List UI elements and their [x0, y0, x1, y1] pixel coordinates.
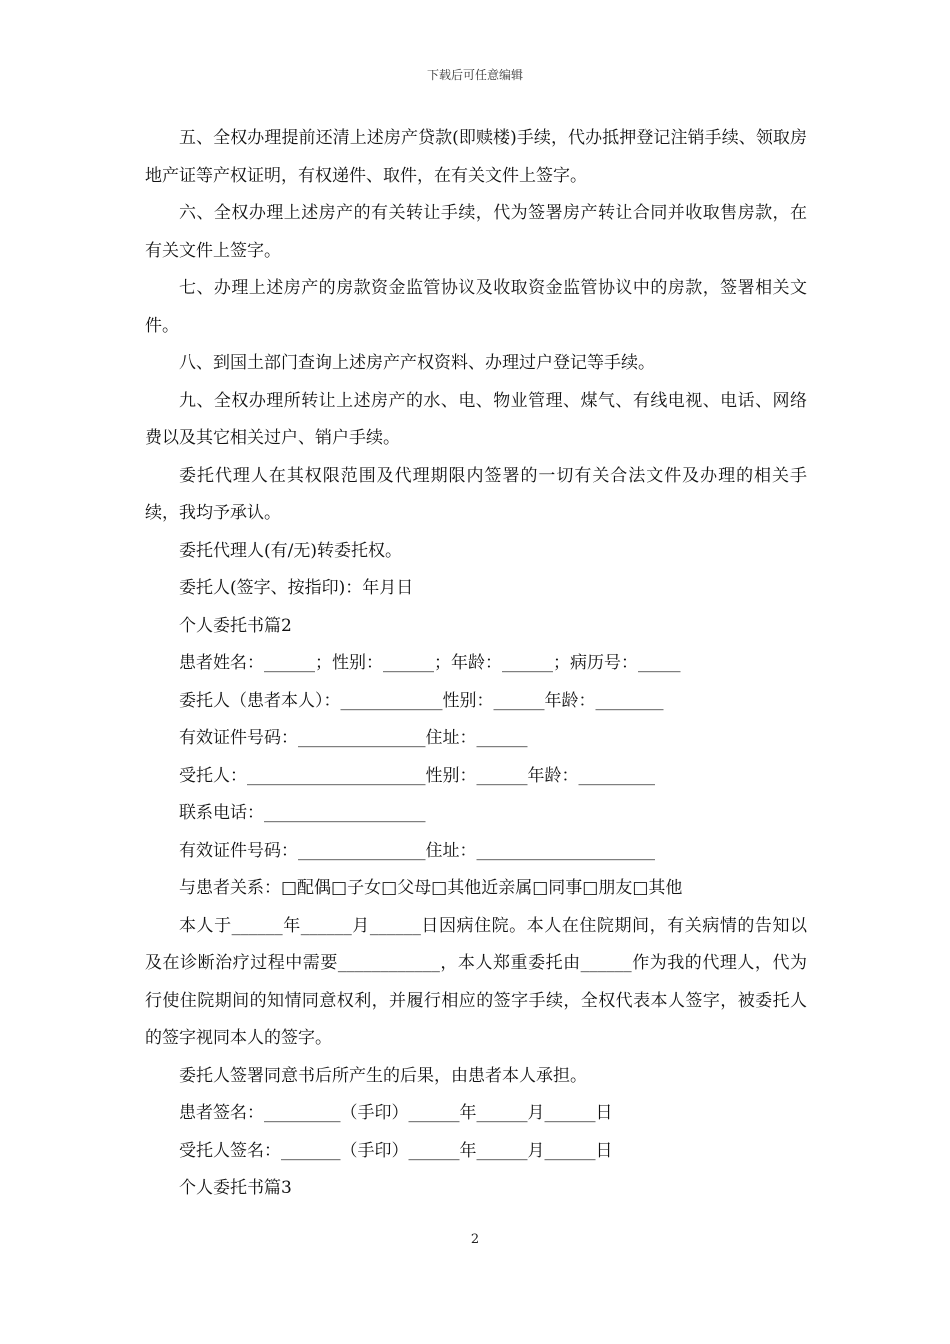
agent-id-address-line: 有效证件号码：_______________住址：_____________________: [179, 840, 655, 861]
principal-info-line: 委托人（患者本人）：____________性别：______年龄：________: [179, 690, 664, 711]
principal-signature-line: 委托人(签字、按指印)：年月日: [179, 578, 414, 598]
patient-info-line: 患者姓名：______；性别：______；年龄：______；病历号：_____: [179, 653, 681, 673]
relationship-checkbox-line: 与患者关系：□配偶□子女□父母□其他近亲属□同事□朋友□其他: [179, 878, 683, 898]
page-number: 2: [470, 1232, 480, 1247]
principal-id-address-line: 有效证件号码：_______________住址：______: [179, 728, 528, 748]
phone-line: 联系电话：___________________: [179, 803, 426, 823]
clause-6: 六、全权办理上述房产的有关转让手续，代为签署房产转让合同并收取售房款，在有关文件上签字。: [145, 203, 807, 261]
acknowledgement-paragraph: 委托代理人在其权限范围及代理期限内签署的一切有关合法文件及办理的相关手续，我均予承认。: [145, 465, 807, 523]
section-heading-3: 个人委托书篇3: [179, 1178, 292, 1198]
consequence-line: 委托人签署同意书后所产生的后果，由患者本人承担。: [179, 1065, 587, 1086]
page-header: 下载后可任意编辑: [426, 68, 523, 82]
patient-signature-line: 患者签名：_________（手印）______年______月______日: [179, 1103, 613, 1123]
hospitalization-authorization-paragraph: 本人于______年______月______日因病住院。本人在住院期间，有关病情的告知以及在诊断治疗过程中需要____________，本人郑重委托由______作为我的代理人，代为行使住院期间的知情同意权利，并履行相应的签字手续，全权代表本人签字，被委托人的签字视同本人的签字。: [145, 915, 807, 1048]
clause-5: 五、全权办理提前还清上述房产贷款(即赎楼)手续，代办抵押登记注销手续、领取房地产证等产权证明，有权递件、取件，在有关文件上签字。: [145, 128, 807, 186]
clause-7: 七、办理上述房产的房款资金监管协议及收取资金监管协议中的房款，签署相关文件。: [145, 278, 807, 336]
document-body: [145, 120, 807, 1208]
agent-info-line: 受托人：_____________________性别：______年龄：_________: [179, 765, 655, 786]
subdelegation-line: 委托代理人(有/无)转委托权。: [179, 540, 402, 561]
section-heading-2: 个人委托书篇2: [179, 615, 292, 636]
agent-signature-line: 受托人签名：_______（手印）______年______月______日: [179, 1140, 613, 1161]
clause-8: 八、到国土部门查询上述房产产权资料、办理过户登记等手续。: [179, 353, 655, 373]
clause-9: 九、全权办理所转让上述房产的水、电、物业管理、煤气、有线电视、电话、网络费以及其它相关过户、销户手续。: [145, 390, 807, 448]
